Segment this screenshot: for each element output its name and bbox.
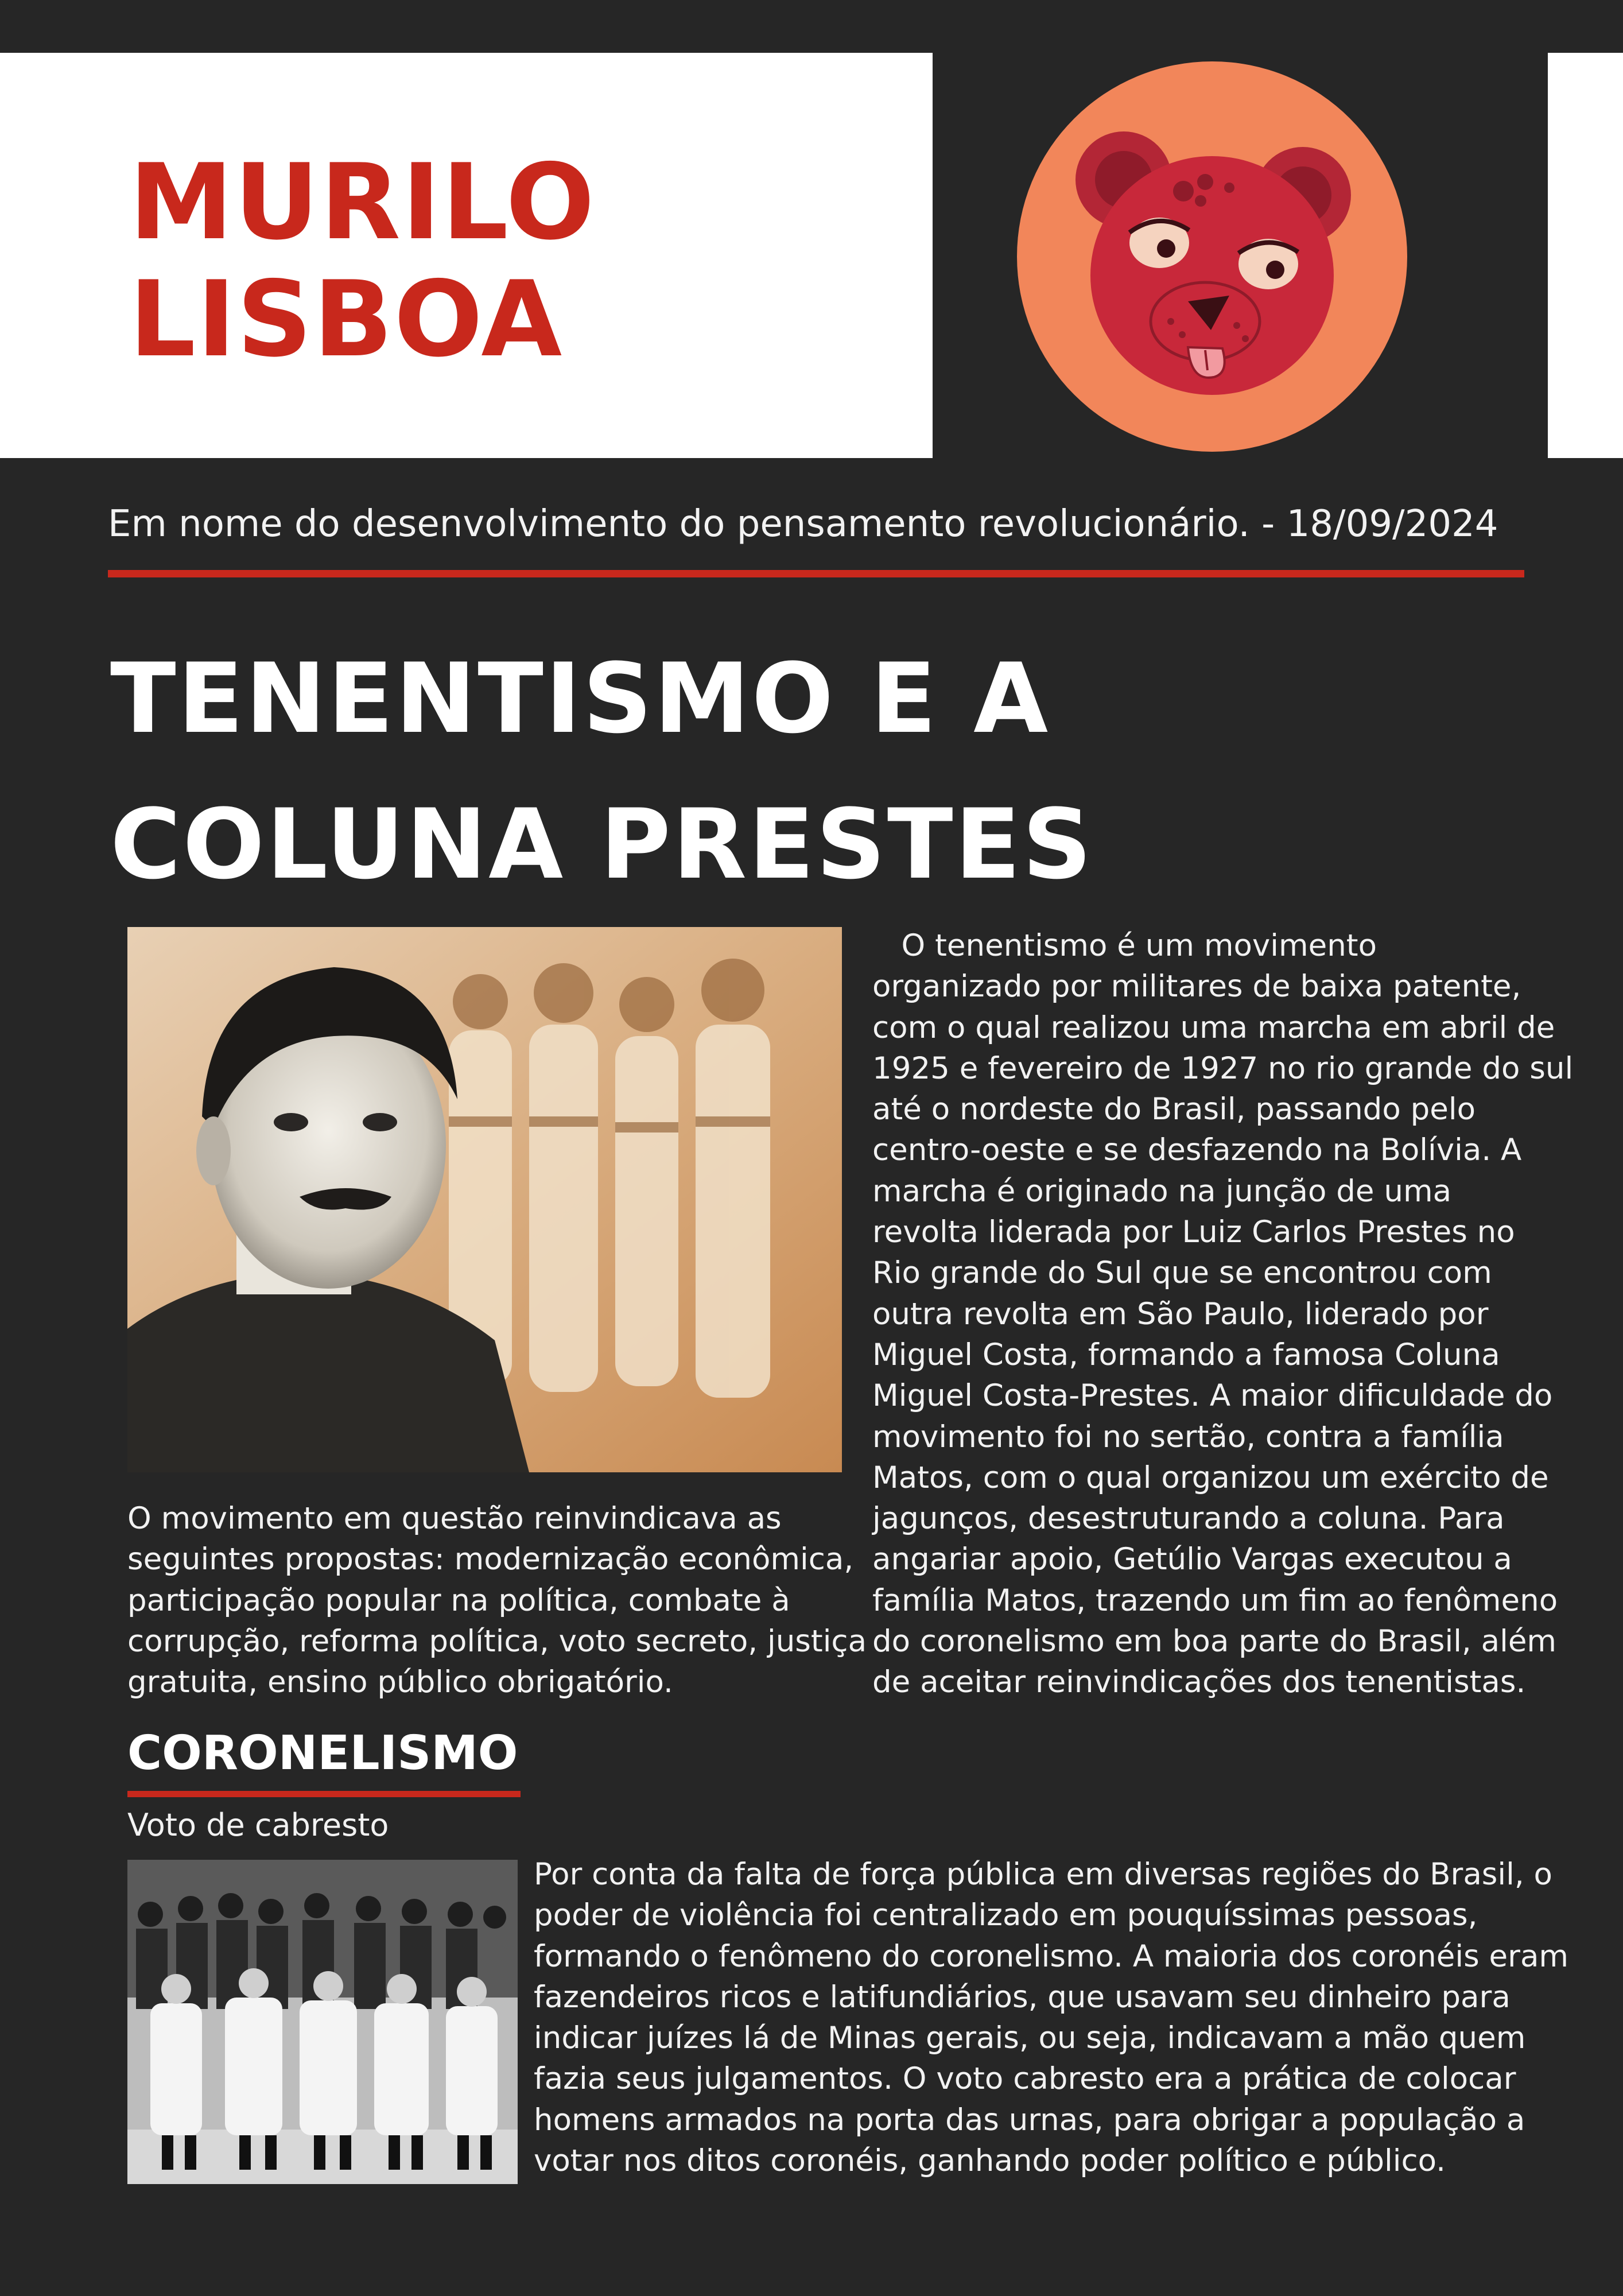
text-line: movimento foi no sertão, contra a família [872, 1419, 1504, 1455]
header-side-panel [1548, 53, 1623, 458]
article-left-column [127, 1498, 867, 1702]
author-name-line2: LISBOA [129, 258, 564, 380]
article-title [110, 626, 1516, 917]
prestes-photo [127, 927, 842, 1472]
text-line: de aceitar reinvindicações dos tenentistas. [872, 1665, 1526, 1700]
text-line: formando o fenômeno do coronelismo. A maioria dos coronéis eram [534, 1938, 1569, 1974]
text-line: Miguel Costa, formando a famosa Coluna [872, 1337, 1500, 1372]
text-line: O movimento em questão reinvindicava as [127, 1501, 782, 1536]
article-title-line2: COLUNA PRESTES [110, 788, 1094, 901]
tagline-divider [108, 570, 1524, 577]
text-line: seguintes propostas: modernização econômica, [127, 1542, 854, 1577]
text-line: participação popular na política, combate à [127, 1583, 790, 1618]
text-line: votar nos ditos coronéis, ganhando poder político e público. [534, 2143, 1446, 2179]
article-title-line1: TENENTISMO E A [110, 642, 1050, 755]
text-line: até o nordeste do Brasil, passando pelo [872, 1092, 1476, 1127]
text-line: outra revolta em São Paulo, liderado por [872, 1296, 1489, 1332]
text-line: 1925 e fevereiro de 1927 no rio grande do sul [872, 1050, 1574, 1086]
text-line: fazia seus julgamentos. O voto cabresto era a prática de colocar [534, 2061, 1516, 2097]
coronels-photo [127, 1860, 518, 2184]
text-line: jagunços, desestruturando a coluna. Para [872, 1501, 1505, 1537]
text-line: Miguel Costa-Prestes. A maior dificuldade do [872, 1378, 1553, 1414]
text-line: organizado por militares de baixa patente, [872, 969, 1521, 1004]
text-line: Rio grande do Sul que se encontrou com [872, 1255, 1492, 1291]
text-line: poder de violência foi centralizado em pouquíssimas pessoas, [534, 1898, 1478, 1933]
author-name-line1: MURILO [129, 141, 596, 263]
text-line: Por conta da falta de força pública em diversas regiões do Brasil, o [534, 1857, 1552, 1892]
text-line: fazendeiros ricos e latifundiários, que usavam seu dinheiro para [534, 1979, 1511, 2015]
section-underline [127, 1791, 521, 1797]
section-subtitle: Voto de cabresto [127, 1807, 389, 1843]
tagline: Em nome do desenvolvimento do pensamento revolucionário. - 18/09/2024 [108, 503, 1498, 545]
section-title: CORONELISMO [127, 1726, 518, 1781]
text-line: corrupção, reforma política, voto secreto, justiça [127, 1623, 867, 1659]
text-line: centro-oeste e se desfazendo na Bolívia. A [872, 1133, 1522, 1168]
author-name [129, 141, 904, 380]
text-line: homens armados na porta das urnas, para obrigar a população a [534, 2102, 1525, 2138]
text-line: indicar juízes lá de Minas gerais, ou seja, indicavam a mão quem [534, 2020, 1526, 2056]
text-line: gratuita, ensino público obrigatório. [127, 1665, 673, 1700]
text-line: do coronelismo em boa parte do Brasil, além [872, 1624, 1557, 1659]
article-right-column [872, 925, 1574, 1703]
text-line: família Matos, trazendo um fim ao fenômeno [872, 1583, 1558, 1618]
text-line: com o qual realizou uma marcha em abril de [872, 1010, 1555, 1045]
text-line: revolta liderada por Luiz Carlos Prestes no [872, 1215, 1515, 1250]
bear-face-icon [1016, 60, 1409, 453]
text-line: Matos, com o qual organizou um exército de [872, 1460, 1549, 1495]
section-body [534, 1854, 1569, 2181]
text-line: O tenentismo é um movimento [872, 928, 1377, 963]
text-line: marcha é originado na junção de uma [872, 1173, 1452, 1209]
text-line: angariar apoio, Getúlio Vargas executou a [872, 1542, 1512, 1577]
